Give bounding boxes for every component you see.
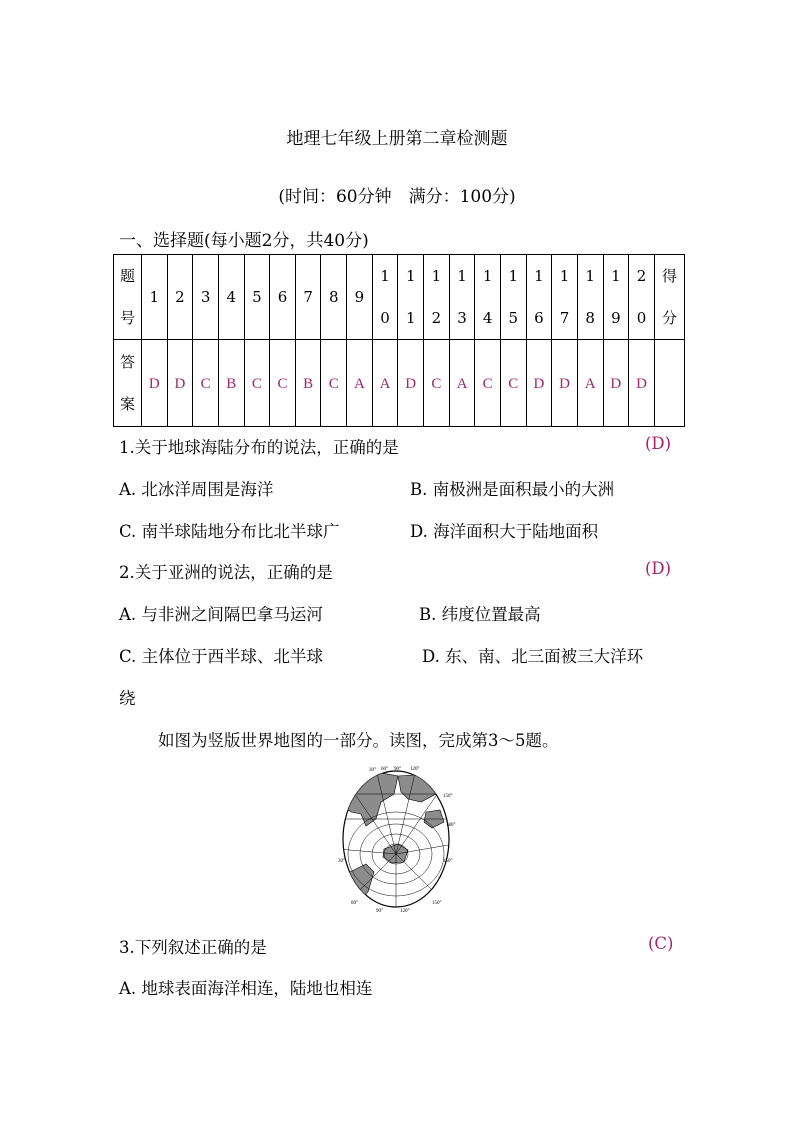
page-title: 地理七年级上册第二章检测题 bbox=[286, 129, 508, 149]
question-number-cell: 5 bbox=[244, 255, 270, 340]
map-label-top-0: 30° bbox=[369, 768, 376, 773]
map-label-top-3: 120° bbox=[410, 767, 420, 772]
answer-cell: B bbox=[218, 340, 244, 427]
question-number-cell: 9 bbox=[347, 255, 373, 340]
map-label-left-0: 30° bbox=[338, 859, 345, 864]
question-number-cell: 19 bbox=[603, 255, 629, 340]
answer-cell: B bbox=[295, 340, 321, 427]
map-label-right-0: 150° bbox=[443, 794, 453, 799]
q1-option-a: A. 北冰洋周围是海洋 bbox=[119, 480, 274, 499]
q1-option-d: D. 海洋面积大于陆地面积 bbox=[410, 522, 599, 541]
question-number-cell: 10 bbox=[372, 255, 398, 340]
answer-cell: A bbox=[449, 340, 475, 427]
answer-cell: C bbox=[424, 340, 450, 427]
answer-cell: C bbox=[500, 340, 526, 427]
answer-cell: D bbox=[552, 340, 578, 427]
map-label-bottom-3: 150° bbox=[432, 901, 442, 906]
map-label-top-2: 90° bbox=[394, 767, 401, 772]
answer-cell: D bbox=[142, 340, 168, 427]
question-number-cell: 15 bbox=[500, 255, 526, 340]
answer-cell: D bbox=[398, 340, 424, 427]
answer-cell: C bbox=[193, 340, 219, 427]
q1-option-c: C. 南半球陆地分布比北半球广 bbox=[119, 522, 340, 541]
question-number-cell: 16 bbox=[526, 255, 552, 340]
question-number-cell: 2 bbox=[167, 255, 193, 340]
answer-table bbox=[113, 254, 685, 427]
map-label-right-1: 180° bbox=[446, 823, 456, 828]
question-number-cell: 6 bbox=[270, 255, 296, 340]
answer-cell: A bbox=[347, 340, 373, 427]
answer-cell: D bbox=[526, 340, 552, 427]
map-intro: 如图为竖版世界地图的一部分。读图，完成第3～5题。 bbox=[158, 731, 559, 750]
q2-answer: (D) bbox=[645, 559, 672, 578]
question-number-cell: 3 bbox=[193, 255, 219, 340]
world-map-figure bbox=[336, 764, 456, 914]
q2-option-c: C. 主体位于西半球、北半球 bbox=[119, 647, 324, 666]
q1-stem: 1.关于地球海陆分布的说法，正确的是 bbox=[119, 438, 399, 457]
score-cell bbox=[655, 340, 685, 427]
q2-option-d-wrap: 绕 bbox=[119, 689, 136, 708]
question-number-cell: 20 bbox=[629, 255, 655, 340]
question-number-cell: 17 bbox=[552, 255, 578, 340]
answer-header: 答案 bbox=[114, 340, 142, 427]
section-heading: 一、选择题(每小题2分，共40分) bbox=[119, 231, 369, 251]
q1-answer: (D) bbox=[645, 434, 672, 453]
answer-cell: A bbox=[372, 340, 398, 427]
question-number-cell: 4 bbox=[218, 255, 244, 340]
question-number-cell: 14 bbox=[475, 255, 501, 340]
answer-cell: C bbox=[321, 340, 347, 427]
q2-stem: 2.关于亚洲的说法，正确的是 bbox=[119, 563, 333, 582]
question-number-row bbox=[114, 255, 685, 340]
q1-option-b: B. 南极洲是面积最小的大洲 bbox=[410, 480, 615, 499]
answer-cell: C bbox=[270, 340, 296, 427]
q2-option-d: D. 东、南、北三面被三大洋环 bbox=[422, 647, 644, 666]
q3-answer: (C) bbox=[648, 934, 674, 953]
world-map-svg bbox=[336, 764, 456, 914]
question-number-cell: 11 bbox=[398, 255, 424, 340]
map-label-right-2: 150° bbox=[443, 859, 453, 864]
map-label-top-1: 60° bbox=[381, 767, 388, 772]
q3-stem: 3.下列叙述正确的是 bbox=[119, 938, 267, 957]
answer-cell: C bbox=[244, 340, 270, 427]
q2-option-b: B. 纬度位置最高 bbox=[419, 605, 541, 624]
answer-cell: D bbox=[603, 340, 629, 427]
exam-time-score: (时间：60分钟 满分：100分) bbox=[278, 187, 516, 207]
map-label-bottom-2: 120° bbox=[400, 909, 410, 914]
question-number-cell: 12 bbox=[424, 255, 450, 340]
question-number-cell: 18 bbox=[577, 255, 603, 340]
answer-cell: A bbox=[577, 340, 603, 427]
question-number-cell: 1 bbox=[142, 255, 168, 340]
map-label-bottom-0: 60° bbox=[351, 901, 358, 906]
question-number-cell: 8 bbox=[321, 255, 347, 340]
question-number-cell: 7 bbox=[295, 255, 321, 340]
q3-option-a: A. 地球表面海洋相连，陆地也相连 bbox=[119, 979, 373, 998]
answer-cell: C bbox=[475, 340, 501, 427]
q2-option-a: A. 与非洲之间隔巴拿马运河 bbox=[119, 605, 323, 624]
answer-cell: D bbox=[629, 340, 655, 427]
score-header: 得分 bbox=[655, 255, 685, 340]
answer-row bbox=[114, 340, 685, 427]
question-number-header: 题号 bbox=[114, 255, 142, 340]
answer-cell: D bbox=[167, 340, 193, 427]
map-label-bottom-1: 90° bbox=[376, 909, 383, 914]
question-number-cell: 13 bbox=[449, 255, 475, 340]
